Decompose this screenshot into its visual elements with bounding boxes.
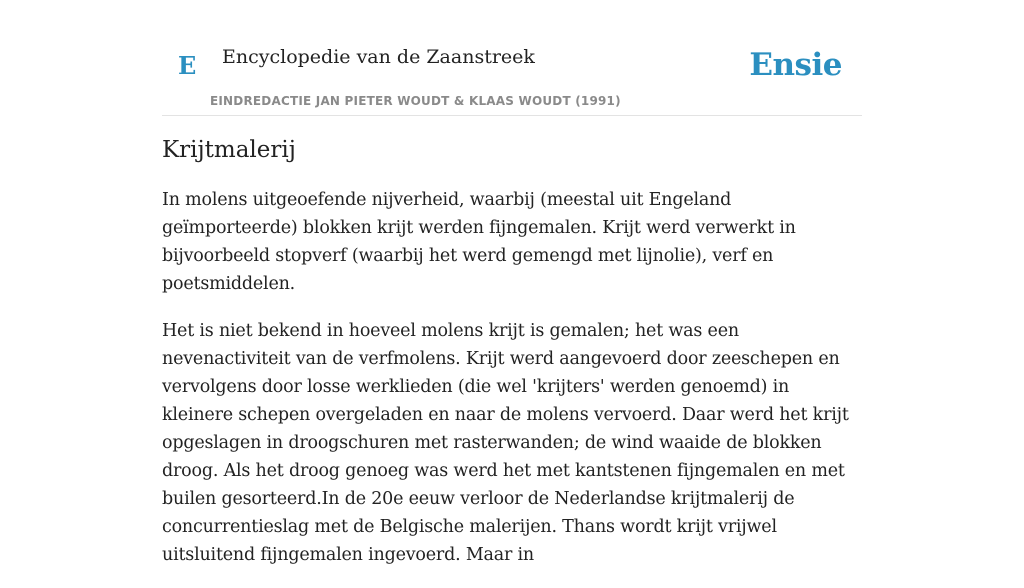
publication-title[interactable]: Encyclopedie van de Zaanstreek — [222, 46, 535, 68]
article-paragraph: Het is niet bekend in hoeveel molens krijt is gemalen; het was een nevenactiviteit van de verfmolens. Krijt werd aangevoerd door zeeschepen en vervolgens door losse werklieden (die wel 'krijters' werden genoemd) in kleinere schepen overgeladen en naar de molens vervoerd. Daar werd het krijt opgeslagen in droogschuren met rasterwanden; de wind waaide de blokken droog. Als het droog genoeg was werd het met kantstenen fijngemalen en met builen gesorteerd.In de 20e eeuw verloor de Nederlandse krijtmalerij de concurrentieslag met de Belgische malerijen. Thans wordt krijt vrijwel uitsluitend fijngemalen ingevoerd. Maar in — [162, 320, 849, 565]
article-title: Krijtmalerij — [162, 137, 296, 163]
ensie-brand-logo[interactable]: Ensie — [749, 47, 842, 83]
page-header — [162, 0, 862, 116]
article-paragraph: In molens uitgeoefende nijverheid, waarbij (meestal uit Engeland geïmporteerde) blokken krijt werden fijngemalen. Krijt werd verwerkt in bijvoorbeeld stopverf (waarbij het werd gemengd met lijnolie), verf en poetsmiddelen. — [162, 189, 796, 294]
article — [162, 136, 862, 588]
encyclopedia-logo[interactable]: E — [178, 51, 197, 80]
editors-credit: EINDREDACTIE JAN PIETER WOUDT & KLAAS WOUDT (1991) — [210, 94, 621, 108]
